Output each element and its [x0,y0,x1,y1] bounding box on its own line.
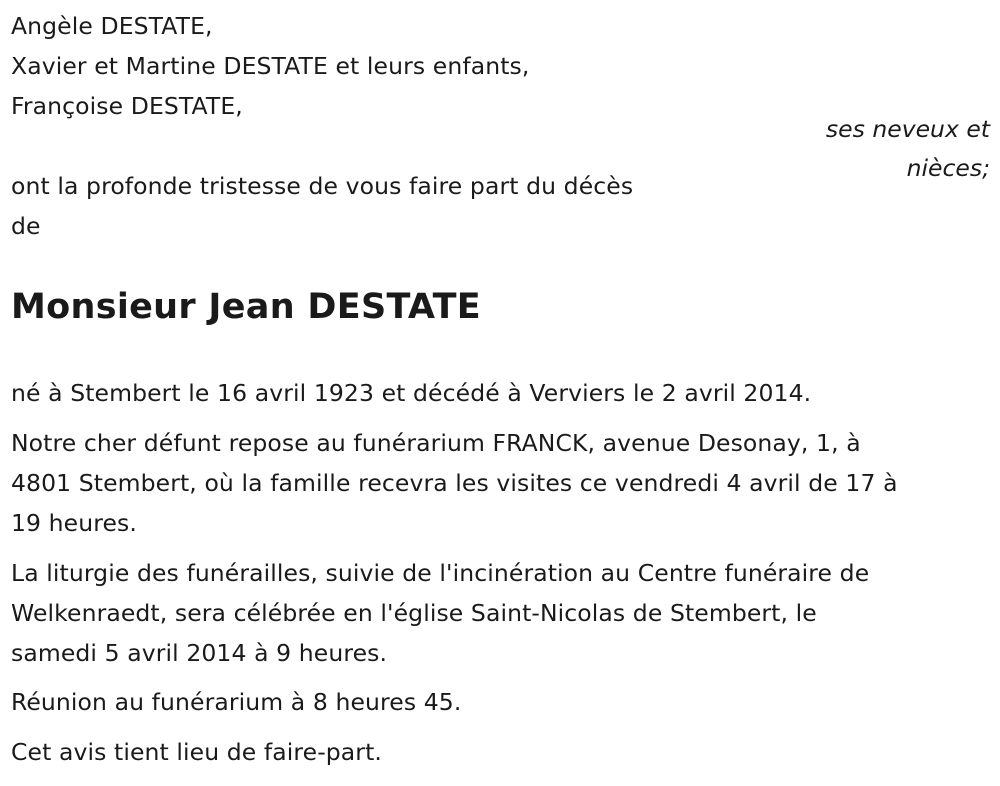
family-line-3: Françoise DESTATE, [11,92,243,120]
closing-line: Cet avis tient lieu de faire-part. [11,738,382,766]
family-line-2: Xavier et Martine DESTATE et leurs enfants, [11,52,530,80]
announcement-line-1: ont la profonde tristesse de vous faire part du décès [11,172,634,200]
funerarium-line-1: Notre cher défunt repose au funérarium FRANCK, avenue Desonay, 1, à [11,429,861,457]
side-note-line-2: nièces; [906,154,990,182]
side-note [790,110,990,188]
liturgy-line-1: La liturgie des funérailles, suivie de l'incinération au Centre funéraire de [11,559,870,587]
meeting-line: Réunion au funérarium à 8 heures 45. [11,688,462,716]
announcement-line-2: de [11,212,41,240]
side-note-line-1: ses neveux et [825,115,990,143]
funerarium-line-2: 4801 Stembert, où la famille recevra les visites ce vendredi 4 avril de 17 à [11,469,898,497]
funerarium-line-3: 19 heures. [11,509,137,537]
liturgy-line-2: Welkenraedt, sera célébrée en l'église Saint-Nicolas de Stembert, le [11,599,817,627]
family-line-1: Angèle DESTATE, [11,12,213,40]
liturgy-line-3: samedi 5 avril 2014 à 9 heures. [11,639,388,667]
deceased-name: Monsieur Jean DESTATE [11,287,481,327]
birth-death-line: né à Stembert le 16 avril 1923 et décédé à Verviers le 2 avril 2014. [11,379,812,407]
